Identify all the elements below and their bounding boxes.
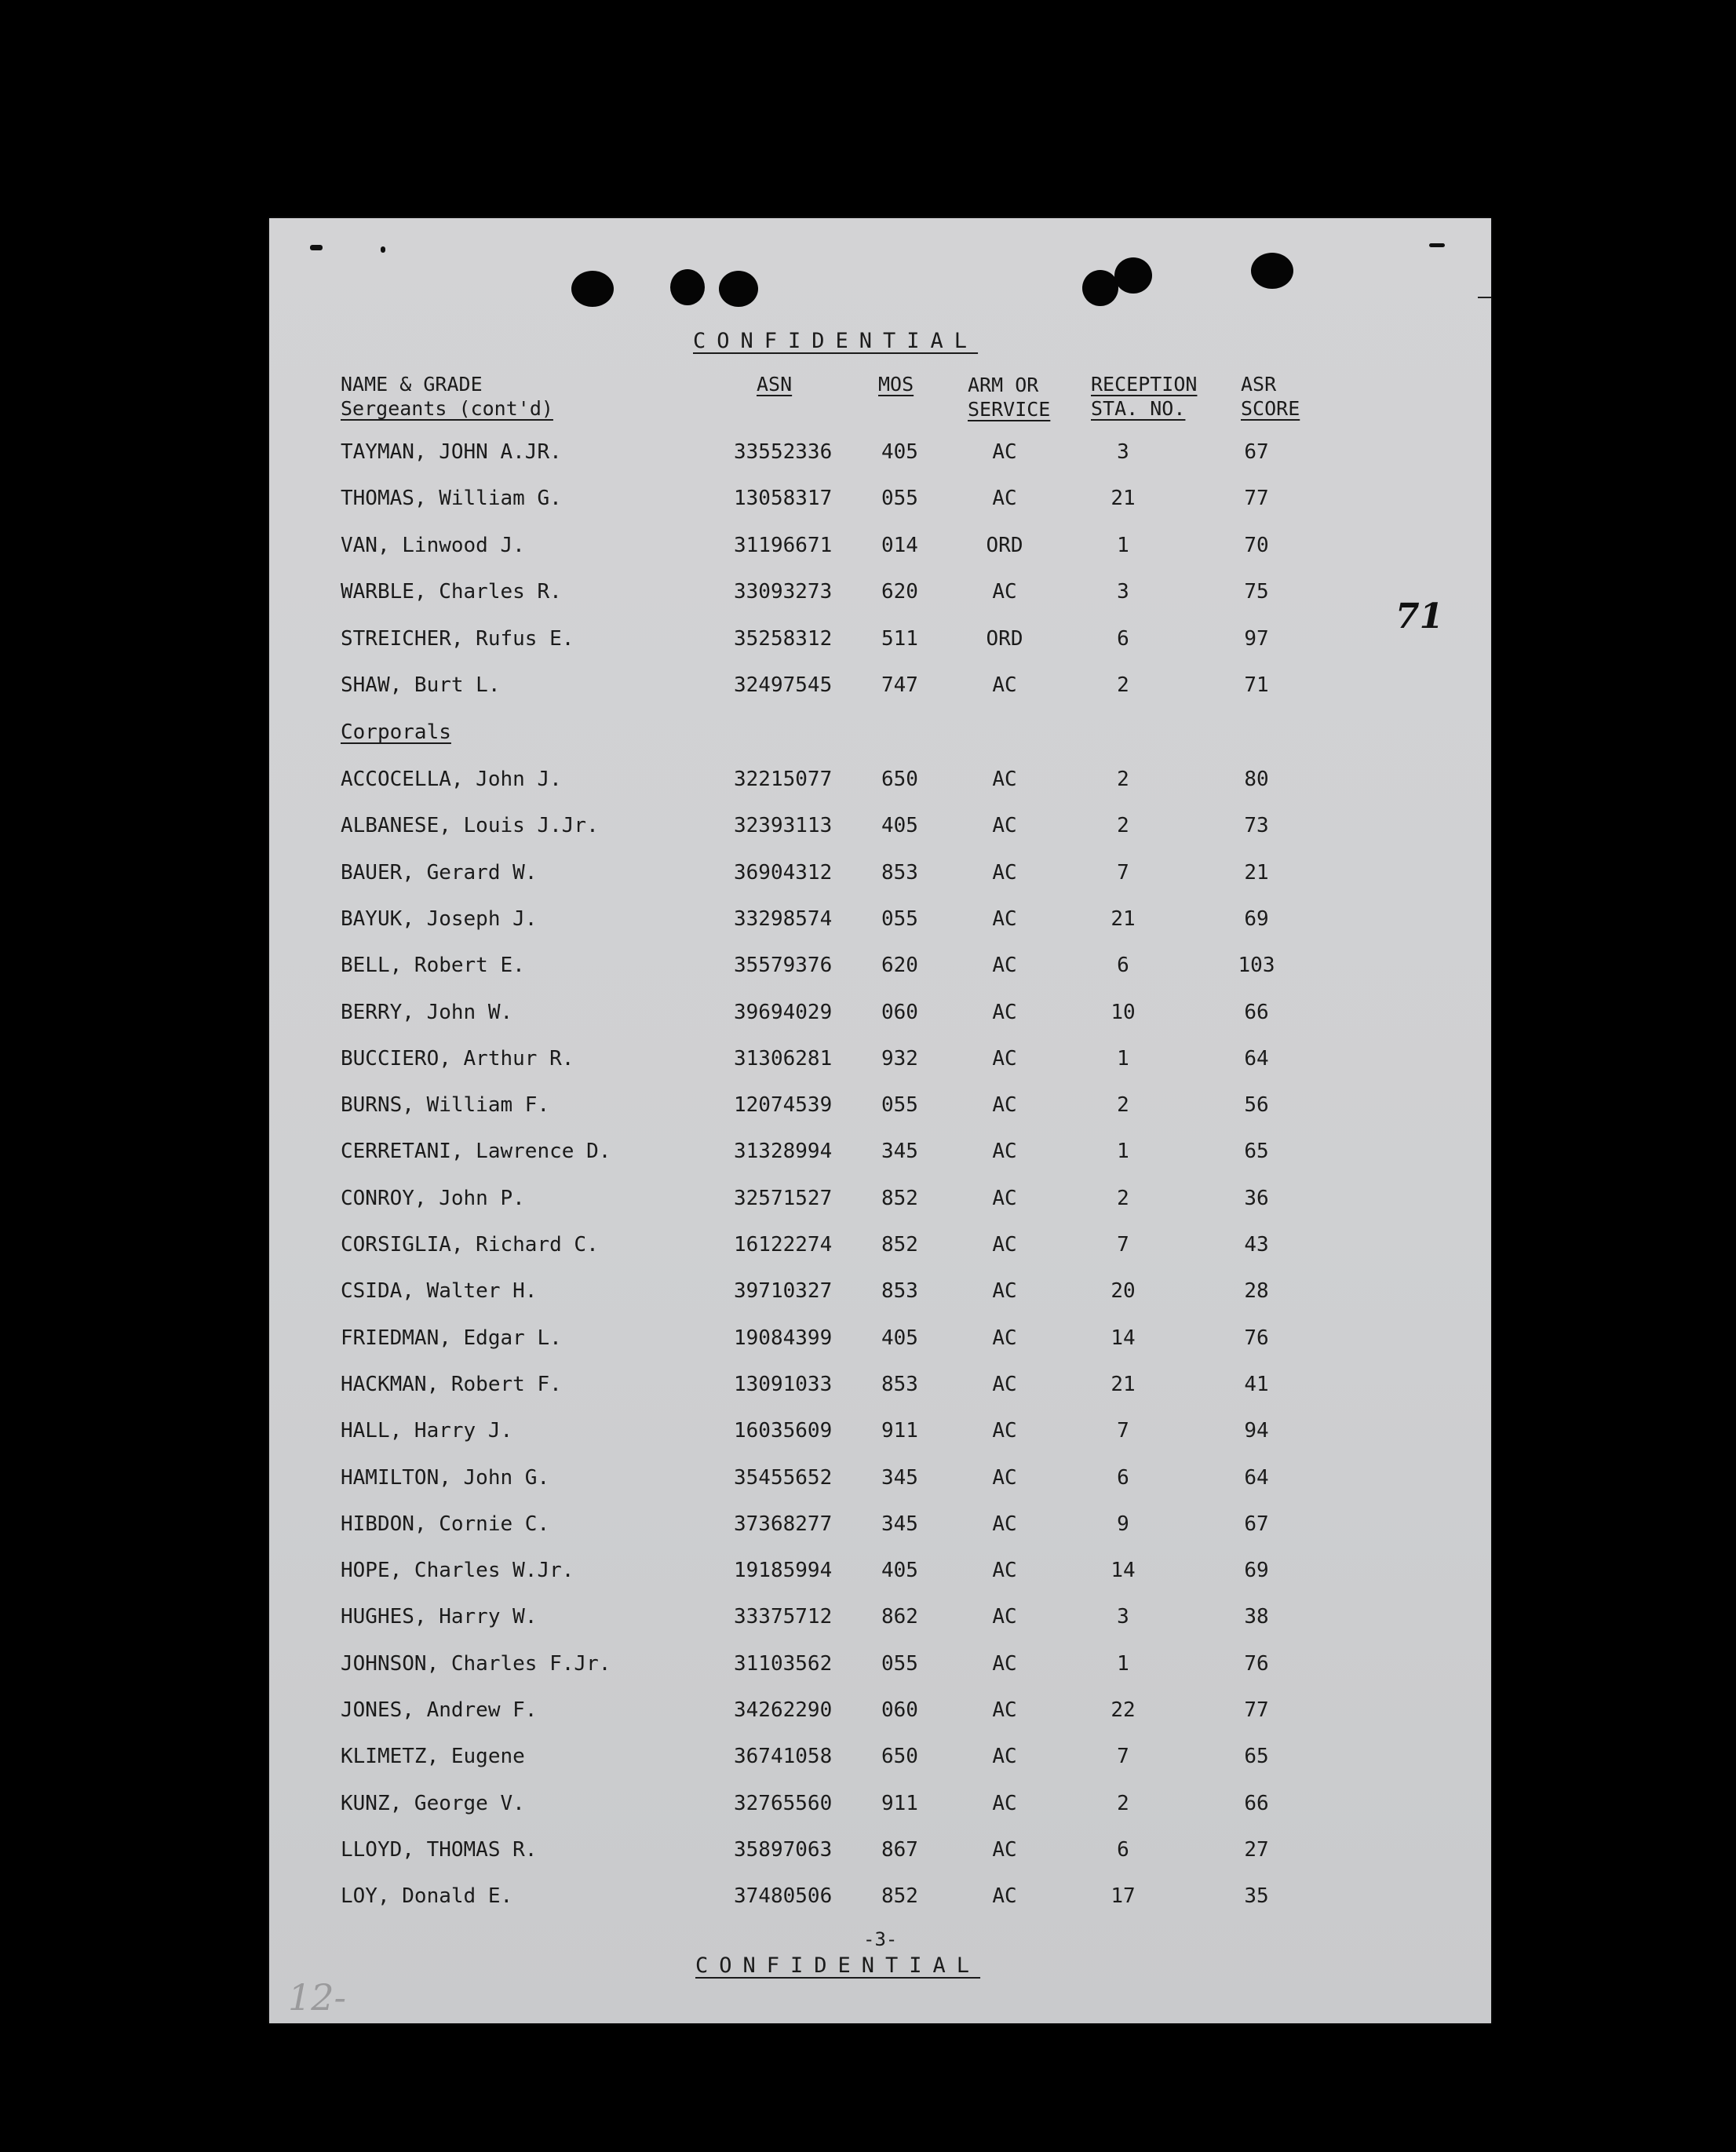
asr-score-cell: 56 [1244,1093,1269,1118]
asr-score-cell: 67 [1244,440,1269,464]
pencil-annotation: 12- [288,1976,347,2019]
arm-service-cell: AC [992,1140,1017,1164]
reception-station-cell: 7 [1117,1745,1129,1769]
punch-hole [571,271,614,307]
name-cell: HAMILTON, John G. [341,1465,550,1490]
asr-score-cell: 77 [1244,1698,1269,1722]
name-cell: LLOYD, THOMAS R. [341,1837,538,1862]
name-grade-header: NAME & GRADE [341,373,483,396]
asn-cell: 13091033 [734,1372,833,1396]
name-cell: JONES, Andrew F. [341,1698,538,1722]
table-row [269,1559,1491,1582]
asr-score-cell: 71 [1244,673,1269,697]
arm-service-cell: AC [992,860,1017,885]
reception-station-cell: 1 [1117,1651,1129,1676]
mos-cell: 345 [881,1465,918,1490]
table-row [269,1605,1491,1629]
table-row [269,1745,1491,1768]
table-row [269,1279,1491,1303]
asn-cell: 33375712 [734,1605,833,1629]
table-row [269,1233,1491,1257]
arm-service-cell: AC [992,1046,1017,1071]
name-cell: CSIDA, Walter H. [341,1279,538,1304]
name-cell: CERRETANI, Lawrence D. [341,1140,611,1164]
table-row [269,1326,1491,1350]
arm-service-cell: AC [992,487,1017,511]
arm-service-cell: AC [992,673,1017,697]
mos-cell: 060 [881,1698,918,1722]
mos-cell: 055 [881,1093,918,1118]
asn-cell: 32393113 [734,814,833,838]
table-row [269,627,1491,651]
arm-service-cell: AC [992,1372,1017,1396]
reception-station-cell: 7 [1117,1233,1129,1257]
arm-service-cell: ORD [986,533,1023,557]
edge-mark [1478,297,1491,298]
name-cell: BERRY, John W. [341,1000,513,1024]
arm-service-cell: AC [992,1745,1017,1769]
table-row [269,580,1491,604]
asn-cell: 35579376 [734,954,833,978]
asr-score-cell: 38 [1244,1605,1269,1629]
asr-header-line2: SCORE [1241,397,1300,420]
arm-service-cell: AC [992,1884,1017,1909]
arm-service-cell: AC [992,1419,1017,1443]
table-row [269,1792,1491,1815]
name-cell: HUGHES, Harry W. [341,1605,538,1629]
reception-station-cell: 22 [1111,1698,1136,1722]
mos-cell: 620 [881,954,918,978]
table-row [269,534,1491,557]
table-row [269,1838,1491,1862]
reception-station-cell: 6 [1117,1837,1129,1862]
name-cell: WARBLE, Charles R. [341,580,562,604]
name-cell: CONROY, John P. [341,1186,525,1210]
table-row [269,1140,1491,1163]
reception-station-cell: 7 [1117,860,1129,885]
asr-score-cell: 66 [1244,1791,1269,1815]
name-cell: BAUER, Gerard W. [341,860,538,885]
name-cell: BAYUK, Joseph J. [341,906,538,931]
asn-cell: 39710327 [734,1279,833,1304]
asn-cell: 19084399 [734,1326,833,1350]
asr-score-cell: 69 [1244,906,1269,931]
mos-cell: 932 [881,1046,918,1071]
asn-cell: 32571527 [734,1186,833,1210]
mos-cell: 852 [881,1884,918,1909]
table-row [269,1373,1491,1396]
asn-cell: 35455652 [734,1465,833,1490]
arm-service-cell: AC [992,1791,1017,1815]
asr-score-cell: 35 [1244,1884,1269,1909]
asr-score-cell: 28 [1244,1279,1269,1304]
margin-annotation: 71 [1395,596,1444,636]
arm-service-cell: AC [992,440,1017,464]
asn-cell: 12074539 [734,1093,833,1118]
asn-cell: 37480506 [734,1884,833,1909]
arm-service-cell: AC [992,954,1017,978]
asr-header-line1: ASR [1241,373,1277,396]
arm-service-cell: AC [992,906,1017,931]
asn-cell: 19185994 [734,1559,833,1583]
reception-station-cell: 2 [1117,1186,1129,1210]
mos-cell: 911 [881,1791,918,1815]
name-cell: JOHNSON, Charles F.Jr. [341,1651,611,1676]
mos-cell: 055 [881,1651,918,1676]
reception-station-cell: 10 [1111,1000,1136,1024]
table-row [269,673,1491,697]
arm-service-cell: AC [992,1279,1017,1304]
asr-score-cell: 36 [1244,1186,1269,1210]
name-cell: TAYMAN, JOHN A.JR. [341,440,562,464]
arm-service-cell: AC [992,814,1017,838]
table-row [269,768,1491,791]
mos-cell: 867 [881,1837,918,1862]
asr-score-cell: 80 [1244,768,1269,791]
reception-station-cell: 6 [1117,954,1129,978]
mos-cell: 853 [881,860,918,885]
reception-station-cell: 2 [1117,768,1129,791]
asr-score-cell: 64 [1244,1465,1269,1490]
asn-cell: 36741058 [734,1745,833,1769]
asn-cell: 37368277 [734,1512,833,1536]
asr-score-cell: 65 [1244,1140,1269,1164]
mos-cell: 853 [881,1279,918,1304]
reception-station-cell: 21 [1111,1372,1136,1396]
asr-score-cell: 97 [1244,626,1269,651]
ink-speck [310,245,323,250]
name-cell: LOY, Donald E. [341,1884,513,1909]
punch-hole [719,271,758,307]
document-page [269,218,1491,2023]
asr-score-cell: 70 [1244,533,1269,557]
table-row [269,1652,1491,1676]
reception-station-cell: 1 [1117,1046,1129,1071]
mos-cell: 620 [881,580,918,604]
table-row [269,861,1491,885]
name-cell: BELL, Robert E. [341,954,525,978]
mos-cell: 911 [881,1419,918,1443]
punch-hole [1114,257,1152,294]
name-cell: ACCOCELLA, John J. [341,768,562,791]
sergeants-cont-header: Sergeants (cont'd) [341,397,553,420]
asn-cell: 16122274 [734,1233,833,1257]
reception-station-cell: 1 [1117,533,1129,557]
reception-station-cell: 3 [1117,440,1129,464]
name-cell: THOMAS, William G. [341,487,562,511]
reception-station-cell: 14 [1111,1559,1136,1583]
mos-cell: 405 [881,814,918,838]
asn-cell: 39694029 [734,1000,833,1024]
name-cell: SHAW, Burt L. [341,673,501,697]
reception-station-cell: 2 [1117,814,1129,838]
mos-cell: 345 [881,1140,918,1164]
reception-station-cell: 3 [1117,580,1129,604]
arm-service-cell: AC [992,1512,1017,1536]
asn-cell: 32215077 [734,768,833,791]
arm-service-cell: AC [992,1837,1017,1862]
reception-station-cell: 14 [1111,1326,1136,1350]
reception-station-cell: 17 [1111,1884,1136,1909]
mos-cell: 405 [881,440,918,464]
punch-hole [1251,253,1293,289]
table-row [269,1093,1491,1117]
asn-cell: 31103562 [734,1651,833,1676]
asr-score-cell: 94 [1244,1419,1269,1443]
asr-score-cell: 73 [1244,814,1269,838]
reception-station-cell: 2 [1117,1093,1129,1118]
asr-score-cell: 67 [1244,1512,1269,1536]
asr-score-cell: 66 [1244,1000,1269,1024]
arm-service-cell: AC [992,768,1017,791]
table-row [269,1047,1491,1071]
name-cell: VAN, Linwood J. [341,533,525,557]
name-cell: HALL, Harry J. [341,1419,513,1443]
reception-station-cell: 3 [1117,1605,1129,1629]
name-cell: BURNS, William F. [341,1093,550,1118]
arm-service-cell: AC [992,1000,1017,1024]
asn-cell: 35258312 [734,626,833,651]
asn-cell: 31306281 [734,1046,833,1071]
reception-station-cell: 2 [1117,673,1129,697]
asr-score-cell: 65 [1244,1745,1269,1769]
mos-cell: 852 [881,1233,918,1257]
mos-cell: 747 [881,673,918,697]
asn-cell: 32497545 [734,673,833,697]
asr-score-cell: 76 [1244,1326,1269,1350]
reception-header-line2: STA. NO. [1091,397,1186,420]
name-cell: KUNZ, George V. [341,1791,525,1815]
mos-cell: 405 [881,1326,918,1350]
arm-service-cell: AC [992,1651,1017,1676]
punch-hole [670,269,705,305]
mos-cell: 055 [881,906,918,931]
asr-score-cell: 43 [1244,1233,1269,1257]
arm-service-cell: ORD [986,626,1023,651]
table-row [269,1512,1491,1536]
asn-cell: 36904312 [734,860,833,885]
table-row [269,1187,1491,1210]
mos-cell: 405 [881,1559,918,1583]
mos-cell: 511 [881,626,918,651]
arm-service-cell: AC [992,1465,1017,1490]
mos-cell: 650 [881,1745,918,1769]
reception-station-cell: 7 [1117,1419,1129,1443]
asn-cell: 32765560 [734,1791,833,1815]
asn-cell: 16035609 [734,1419,833,1443]
arm-service-cell: AC [992,1093,1017,1118]
reception-station-cell: 21 [1111,487,1136,511]
name-cell: HIBDON, Cornie C. [341,1512,550,1536]
arm-service-cell: AC [992,1698,1017,1722]
reception-station-cell: 6 [1117,1465,1129,1490]
confidential-footer: CONFIDENTIAL [695,1953,981,1978]
reception-station-cell: 20 [1111,1279,1136,1304]
reception-station-cell: 1 [1117,1140,1129,1164]
reception-header-line1: RECEPTION [1091,373,1198,396]
asn-cell: 33298574 [734,906,833,931]
name-cell: CORSIGLIA, Richard C. [341,1233,599,1257]
asn-cell: 33093273 [734,580,833,604]
mos-cell: 055 [881,487,918,511]
table-row [269,1698,1491,1722]
table-row [269,487,1491,510]
name-cell: ALBANESE, Louis J.Jr. [341,814,599,838]
arm-header-line2: SERVICE [968,398,1051,421]
asr-score-cell: 69 [1244,1559,1269,1583]
asr-score-cell: 21 [1244,860,1269,885]
mos-cell: 650 [881,768,918,791]
table-row [269,814,1491,837]
table-row [269,1419,1491,1443]
arm-service-cell: AC [992,1605,1017,1629]
arm-header-line1: ARM OR [968,374,1039,396]
punch-hole [1082,270,1118,306]
asn-cell: 31196671 [734,533,833,557]
asn-cell: 34262290 [734,1698,833,1722]
name-cell: FRIEDMAN, Edgar L. [341,1326,562,1350]
mos-header: MOS [878,373,914,396]
asn-cell: 31328994 [734,1140,833,1164]
corporals-section-label: Corporals [341,720,451,744]
asr-score-cell: 27 [1244,1837,1269,1862]
table-row [269,440,1491,464]
page-number: -3- [863,1928,898,1950]
asn-header: ASN [757,373,793,396]
arm-service-cell: AC [992,580,1017,604]
name-cell: KLIMETZ, Eugene [341,1745,525,1769]
mos-cell: 862 [881,1605,918,1629]
arm-service-cell: AC [992,1559,1017,1583]
asr-score-cell: 103 [1238,954,1275,978]
reception-station-cell: 6 [1117,626,1129,651]
asr-score-cell: 77 [1244,487,1269,511]
mos-cell: 060 [881,1000,918,1024]
reception-station-cell: 2 [1117,1791,1129,1815]
asr-score-cell: 76 [1244,1651,1269,1676]
table-row [269,907,1491,931]
arm-service-cell: AC [992,1233,1017,1257]
table-row [269,1466,1491,1490]
mos-cell: 345 [881,1512,918,1536]
name-cell: BUCCIERO, Arthur R. [341,1046,574,1071]
mos-cell: 014 [881,533,918,557]
asn-cell: 13058317 [734,487,833,511]
asn-cell: 35897063 [734,1837,833,1862]
reception-station-cell: 21 [1111,906,1136,931]
arm-service-cell: AC [992,1186,1017,1210]
asr-score-cell: 75 [1244,580,1269,604]
asr-score-cell: 41 [1244,1372,1269,1396]
mos-cell: 853 [881,1372,918,1396]
asn-cell: 33552336 [734,440,833,464]
arm-service-cell: AC [992,1326,1017,1350]
mos-cell: 852 [881,1186,918,1210]
reception-station-cell: 9 [1117,1512,1129,1536]
asr-score-cell: 64 [1244,1046,1269,1071]
table-row [269,954,1491,977]
ink-speck [381,246,385,253]
confidential-header: CONFIDENTIAL [693,329,979,353]
ink-speck [1429,243,1445,247]
table-row [269,1001,1491,1024]
name-cell: HOPE, Charles W.Jr. [341,1559,574,1583]
table-row [269,1884,1491,1908]
name-cell: STREICHER, Rufus E. [341,626,574,651]
name-cell: HACKMAN, Robert F. [341,1372,562,1396]
